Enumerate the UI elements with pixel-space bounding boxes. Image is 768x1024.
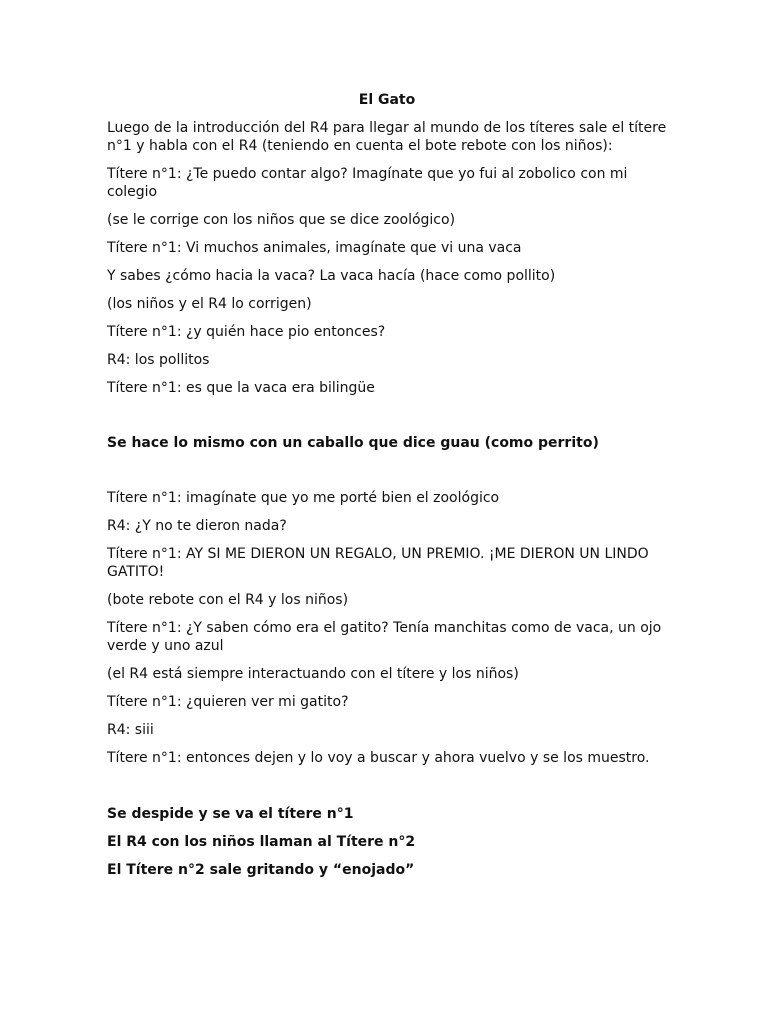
document-title: El Gato bbox=[358, 92, 416, 108]
paragraph-dialogue: Títere n°1: Vi muchos animales, imagínate que vi una vaca bbox=[107, 240, 522, 256]
paragraph-dialogue: Y sabes ¿cómo hacia la vaca? La vaca hacía (hace como pollito) bbox=[107, 268, 556, 284]
paragraph-dialogue: R4: los pollitos bbox=[107, 352, 210, 368]
paragraph-dialogue: Títere n°1: ¿Y saben cómo era el gatito? Tenía manchitas como de vaca, un ojo verde y uno azul bbox=[107, 620, 662, 654]
paragraph-dialogue: Títere n°1: imagínate que yo me porté bien el zoológico bbox=[107, 490, 500, 506]
paragraph-dialogue: Títere n°1: ¿y quién hace pio entonces? bbox=[107, 324, 386, 340]
paragraph-dialogue: Títere n°1: ¿quieren ver mi gatito? bbox=[107, 694, 349, 710]
section-heading: El Títere n°2 sale gritando y “enojado” bbox=[107, 862, 415, 878]
paragraph-stage-direction: (se le corrige con los niños que se dice zoológico) bbox=[107, 212, 456, 228]
paragraph-dialogue: R4: siii bbox=[107, 722, 154, 738]
section-heading: El R4 con los niños llaman al Títere n°2 bbox=[107, 834, 416, 850]
paragraph-dialogue: Títere n°1: ¿Te puedo contar algo? Imagínate que yo fui al zobolico con mi colegio bbox=[107, 166, 628, 200]
paragraph-dialogue: Títere n°1: entonces dejen y lo voy a buscar y ahora vuelvo y se los muestro. bbox=[107, 750, 650, 766]
paragraph-dialogue: Títere n°1: es que la vaca era bilingüe bbox=[107, 380, 375, 396]
document-page bbox=[107, 91, 667, 889]
paragraph-stage-direction: (los niños y el R4 lo corrigen) bbox=[107, 296, 312, 312]
paragraph-stage-direction: (el R4 está siempre interactuando con el títere y los niños) bbox=[107, 666, 519, 682]
paragraph-stage-direction: (bote rebote con el R4 y los niños) bbox=[107, 592, 349, 608]
paragraph-intro: Luego de la introducción del R4 para llegar al mundo de los títeres sale el títere n°1 y habla con el R4 (teniendo en cuenta el bote rebote con los niños): bbox=[107, 120, 667, 154]
paragraph-dialogue: R4: ¿Y no te dieron nada? bbox=[107, 518, 287, 534]
paragraph-dialogue: Títere n°1: AY SI ME DIERON UN REGALO, UN PREMIO. ¡ME DIERON UN LINDO GATITO! bbox=[107, 546, 649, 580]
section-heading: Se hace lo mismo con un caballo que dice guau (como perrito) bbox=[107, 435, 599, 451]
section-heading: Se despide y se va el títere n°1 bbox=[107, 806, 354, 822]
